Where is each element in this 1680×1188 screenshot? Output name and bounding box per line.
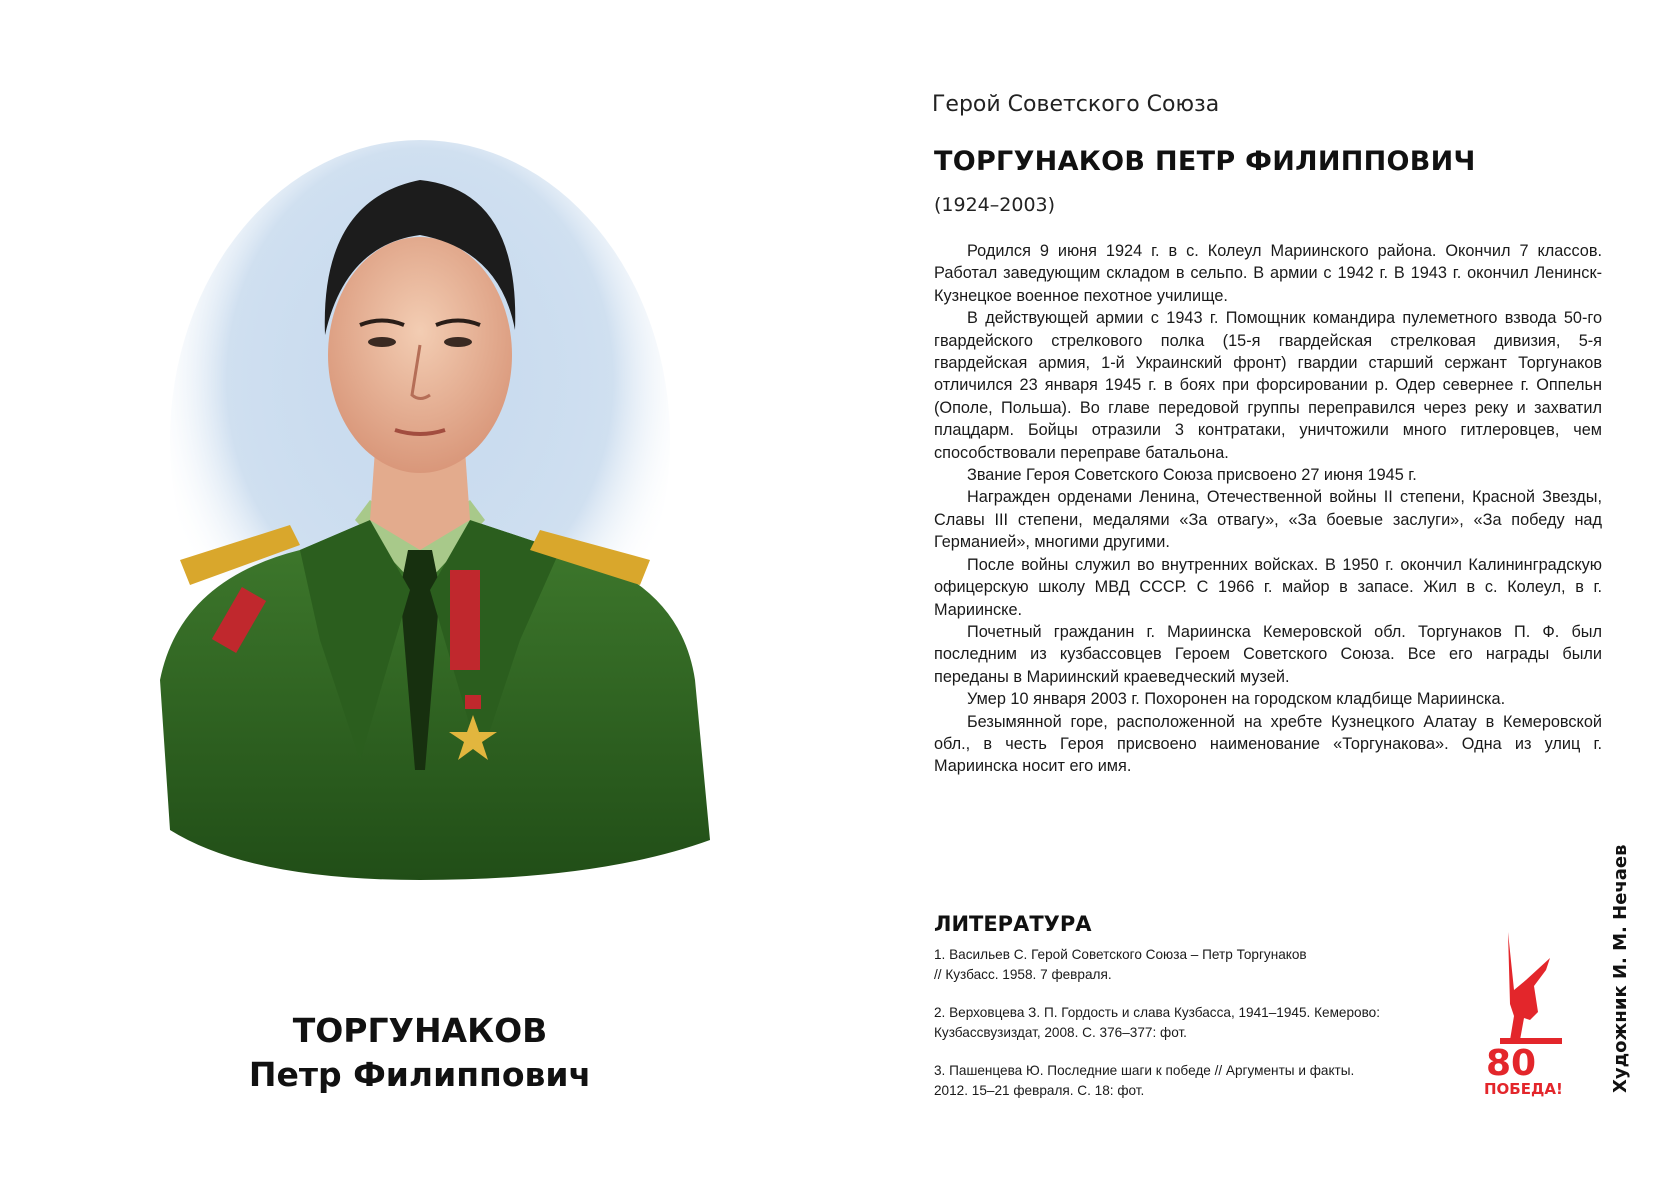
literature-line: Кузбассвузиздат, 2008. С. 376–377: фот.	[934, 1025, 1187, 1040]
bio-paragraph: Звание Героя Советского Союза присвоено 27 июня 1945 г.	[967, 466, 1417, 485]
life-years: (1924–2003)	[934, 194, 1056, 216]
medal-ribbon	[465, 695, 481, 709]
right-page	[840, 0, 1680, 1188]
eye-right	[444, 337, 472, 347]
victory-80-logo	[1480, 920, 1580, 1100]
kicker-title: Герой Советского Союза	[932, 92, 1220, 117]
artist-credit: Художник И. М. Нечаев	[1610, 844, 1631, 1093]
logo-number: 80	[1486, 1043, 1537, 1084]
literature-line: // Кузбасс. 1958. 7 февраля.	[934, 967, 1112, 982]
portrait-caption	[0, 1010, 840, 1098]
motherland-statue-icon	[1508, 932, 1550, 1040]
face	[328, 237, 512, 473]
bio-paragraph: В действующей армии с 1943 г. Помощник командира пулеметного взвода 50-го гвардейского стрелкового полка (15-я гвардейская стрелковая дивизия, 5-я гвардейская армия, 1-й Украинский фронт) гвардии старший сержант Торгунаков отличился 23 января 1945 г. в боях при форсировании р. Одер севернее г. Оппельн (Ополе, Польша). Во главе передовой группы переправился через реку и захватил плацдарм. Бойцы отразили 3 контратаки, уничтожили много гитлеровцев, чем способствовали переправе батальона.	[934, 309, 1602, 462]
eye-left	[368, 337, 396, 347]
bio-paragraph: Умер 10 января 2003 г. Похоронен на городском кладбище Мариинска.	[967, 690, 1506, 709]
bio-paragraph: Безымянной горе, расположенной на хребте Кузнецкого Алатау в Кемеровской обл., в честь Героя присвоено наименование «Торгунакова». Одна из улиц г. Мариинска носит его имя.	[934, 712, 1602, 776]
literature-item	[934, 1061, 1434, 1101]
bio-paragraph: Награжден орденами Ленина, Отечественной войны II степени, Красной Звезды, Славы III степени, медалями «За отвагу», «За боевые заслуги», «За победу над Германией», многими другими.	[934, 488, 1602, 552]
literature-line: 3. Пашенцева Ю. Последние шаги к победе // Аргументы и факты.	[934, 1063, 1355, 1078]
collar-tab-right	[450, 570, 480, 670]
literature-item	[934, 945, 1434, 985]
logo-word: ПОБЕДА!	[1484, 1080, 1563, 1098]
caption-surname: ТОРГУНАКОВ	[292, 1011, 548, 1050]
bio-paragraph: После войны служил во внутренних войсках. В 1950 г. окончил Калининградскую офицерскую школу МВД СССР. С 1966 г. майор в запасе. Жил в с. Колеул, в г. Мариинске.	[934, 555, 1602, 619]
bio-paragraph: Родился 9 июня 1924 г. в с. Колеул Мариинского района. Окончил 7 классов. Работал заведующим складом в сельпо. В армии с 1942 г. В 1943 г. окончил Ленинск-Кузнецкое военное пехотное училище.	[934, 242, 1602, 305]
bio-paragraph: Почетный гражданин г. Мариинска Кемеровской обл. Торгунаков П. Ф. был последним из кузбассовцев Героем Советского Союза. Все его награды были переданы в Мариинский краеведческий музей.	[934, 622, 1602, 686]
literature-list	[934, 945, 1434, 1119]
hero-name-heading: ТОРГУНАКОВ ПЕТР ФИЛИППОВИЧ	[934, 146, 1476, 177]
portrait-illustration	[120, 120, 740, 940]
caption-given-names: Петр Филиппович	[248, 1055, 592, 1094]
literature-item	[934, 1003, 1434, 1043]
literature-line: 2. Верховцева З. П. Гордость и слава Кузбасса, 1941–1945. Кемерово:	[934, 1005, 1381, 1020]
biography	[934, 240, 1602, 778]
literature-line: 1. Васильев С. Герой Советского Союза – Петр Торгунаков	[934, 947, 1307, 962]
literature-line: 2012. 15–21 февраля. С. 18: фот.	[934, 1083, 1145, 1098]
literature-heading: ЛИТЕРАТУРА	[934, 912, 1092, 936]
